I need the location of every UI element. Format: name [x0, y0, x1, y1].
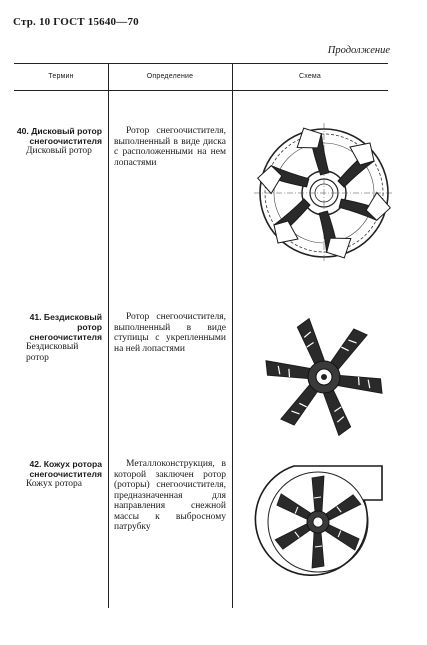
- term-title: 41. Бездисковый ротор снегоочистителя: [29, 312, 102, 342]
- page-header: Стр. 10 ГОСТ 15640—70: [13, 16, 139, 28]
- column-header-definition: Определение: [146, 73, 194, 80]
- disc-rotor-diagram: [252, 121, 396, 265]
- definition-text: Металлоконструкция, в которой заключен ротор (роторы) снегоочистителя, предназначенная для направления снежной массы к выбросному патрубку: [114, 459, 226, 532]
- table-header-rule: [14, 90, 388, 91]
- term-short-name: Кожух ротора: [26, 479, 82, 489]
- rotor-casing-diagram: [254, 460, 388, 580]
- term-cell: [14, 459, 102, 490]
- diskless-rotor-diagram: [264, 315, 384, 439]
- column-header-schema: Схема: [298, 73, 322, 80]
- term-short-name: Дисковый ротор: [26, 146, 92, 156]
- column-divider-1: [108, 63, 109, 608]
- continuation-label: Продолжение: [327, 45, 390, 56]
- term-title: 40. Дисковый ротор снегоочистителя: [16, 126, 102, 146]
- term-cell: [14, 126, 102, 157]
- column-divider-2: [232, 63, 233, 608]
- definition-text: Ротор снегоочистителя, выполненный в виде ступицы с укрепленными на ней лопастями: [114, 312, 226, 354]
- column-header-term: Термин: [48, 73, 74, 80]
- table-top-rule: [14, 63, 388, 64]
- term-short-name: Бездисковый ротор: [26, 342, 79, 363]
- term-title: 42. Кожух ротора снегоочистителя: [29, 459, 102, 479]
- term-cell: [14, 312, 102, 363]
- definition-text: Ротор снегоочистителя, выполненный в виде диска с расположенными на нем лопастями: [114, 126, 226, 168]
- terms-table: [14, 63, 388, 608]
